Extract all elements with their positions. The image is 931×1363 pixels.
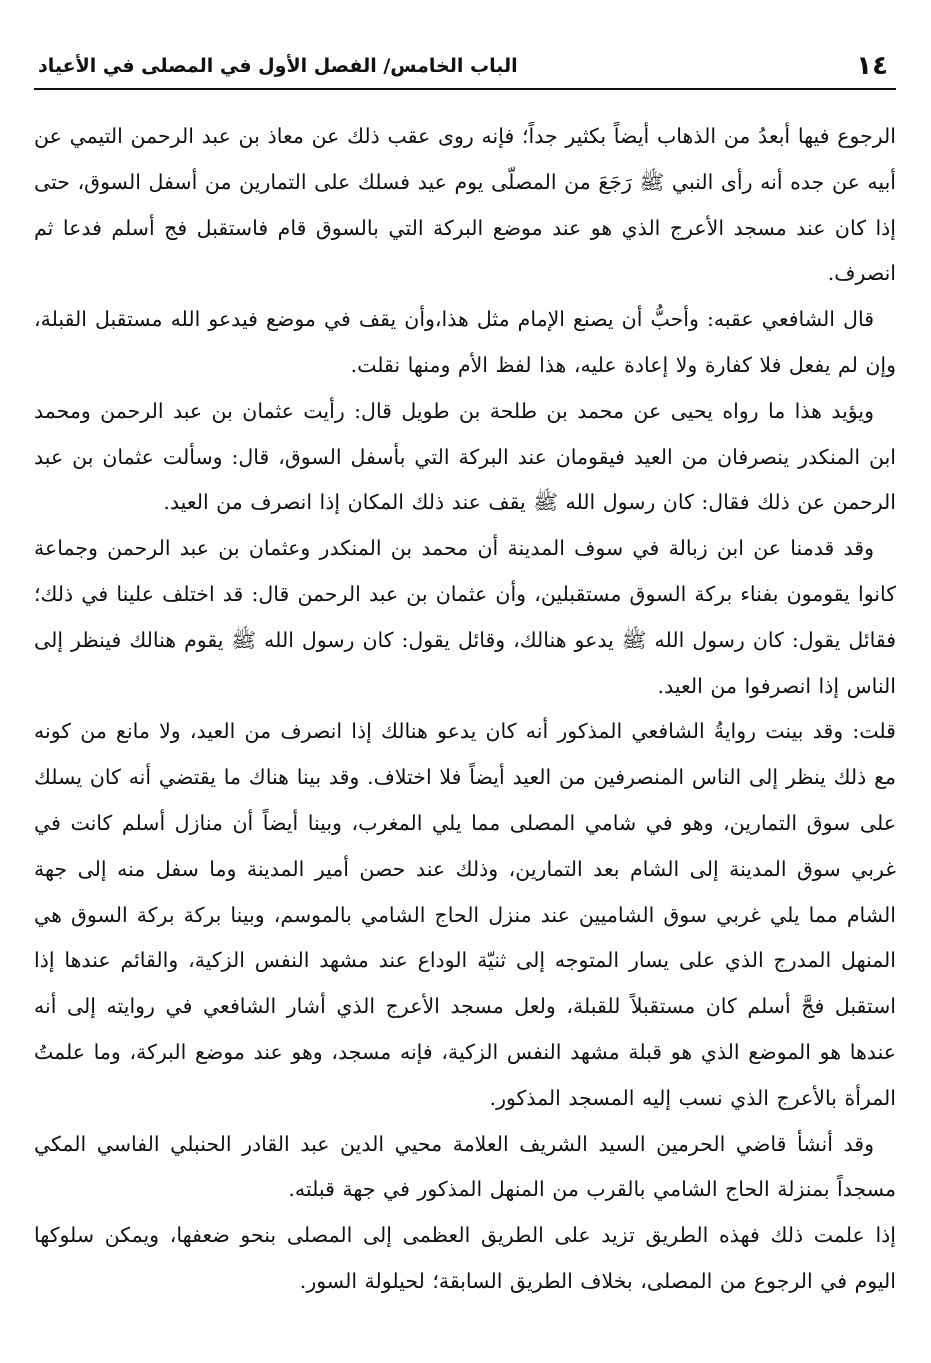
paragraph: إذا علمت ذلك فهذه الطريق تزيد على الطريق العظمى إلى المصلى بنحو ضعفها، ويمكن سلوكها اليوم في الرجوع من المصلى، بخلاف الطريق السابقة؛ لحيلولة السور. (34, 1223, 896, 1293)
body-text (34, 114, 896, 1305)
paragraph: وقد قدمنا عن ابن زبالة في سوف المدينة أن محمد بن المنكدر وعثمان بن عبد الرحمن وجماعة كانوا يقومون بفناء بركة السوق مستقبلين، وأن عثمان بن عبد الرحمن قال: قد اختلف علينا في ذلك؛ فقائل يقول: كان رسول الله ﷺ يدعو هنالك، وقائل يقول: كان رسول الله ﷺ يقوم هنالك فينظر إلى الناس إذا انصرفوا من العيد. (34, 536, 896, 698)
page-number: ١٤ (856, 51, 888, 81)
paragraph: قال الشافعي عقبه: وأحبُّ أن يصنع الإمام مثل هذا،وأن يقف في موضع فيدعو الله مستقبل القبلة، وإن لم يفعل فلا كفارة ولا إعادة عليه، هذا لفظ الأم ومنها نقلت. (34, 307, 896, 377)
running-header (34, 44, 896, 90)
paragraph: وقد أنشأ قاضي الحرمين السيد الشريف العلامة محيي الدين عبد القادر الحنبلي الفاسي المكي مسجداً بمنزلة الحاج الشامي بالقرب من المنهل المذكور في جهة قبلته. (34, 1131, 896, 1202)
paragraph: الرجوع فيها أبعدُ من الذهاب أيضاً بكثير جداً؛ فإنه روى عقب ذلك عن معاذ بن عبد الرحمن التيمي عن أبيه عن جده أنه رأى النبي ﷺ رَجَعَ من المصلّى يوم عيد فسلك على التمارين من أسفل السوق، حتى إذا كان عند مسجد الأعرج الذي هو عند موضع البركة التي بالسوق قام فاستقبل فج أسلم فدعا ثم انصرف. (34, 124, 896, 286)
book-page (34, 44, 896, 1344)
paragraph: قلت: وقد بينت روايةُ الشافعي المذكور أنه كان يدعو هنالك إذا انصرف من العيد، ولا مانع من كونه مع ذلك ينظر إلى الناس المنصرفين من العيد أيضاً فلا اختلاف. وقد بينا هناك ما يقتضي أنه كان يسلك على سوق التمارين، وهو في شامي المصلى مما يلي المغرب، وبينا أيضاً أن منازل أسلم كانت في غربي سوق المدينة إلى الشام بعد التمارين، وذلك عند حصن أمير المدينة وما سفل منه إلى جهة الشام مما يلي غربي سوق الشاميين عند منزل الحاج الشامي بالموسم، وبينا بركة بركة السوق هي المنهل المدرج الذي على يسار المتوجه إلى ثنيّة الوداع عند مشهد النفس الزكية، والقائم عندها إذا استقبل فجَّ أسلم كان مستقبلاً للقبلة، ولعل مسجد الأعرج الذي أشار الشافعي في روايته إلى أنه عندها هو الموضع الذي هو قبلة مشهد النفس الزكية، فإنه مسجد، وهو عند موضع البركة، وما علمتُ المرأة بالأعرج الذي نسب إليه المسجد المذكور. (34, 719, 896, 1110)
chapter-title: الباب الخامس/ الفصل الأول في المصلى في الأعياد (38, 55, 518, 77)
paragraph: ويؤيد هذا ما رواه يحيى عن محمد بن طلحة بن طويل قال: رأيت عثمان بن عبد الرحمن ومحمد ابن المنكدر ينصرفان من العيد فيقومان عند البركة التي بأسفل السوق، قال: وسألت عثمان بن عبد الرحمن عن ذلك فقال: كان رسول الله ﷺ يقف عند ذلك المكان إذا انصرف من العيد. (34, 398, 896, 515)
